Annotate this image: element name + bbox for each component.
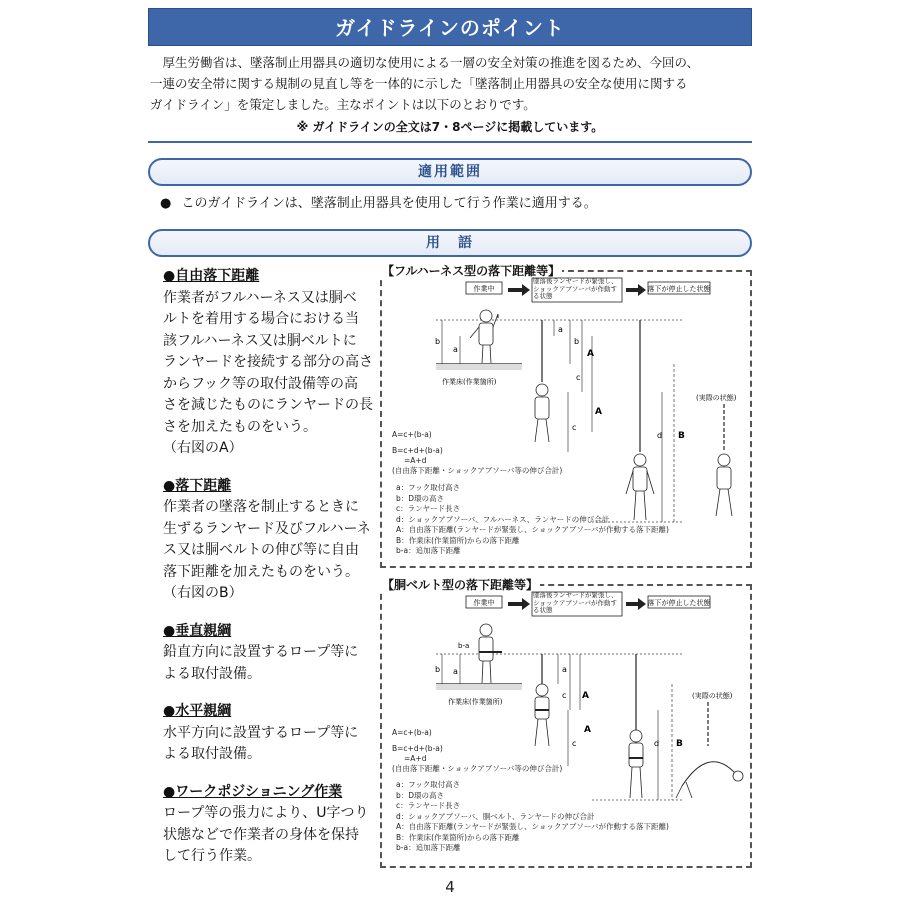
flow-label: 落下が停止した状態: [647, 599, 711, 607]
term-line: 作業者がフルハーネス又は胴ベ: [163, 289, 357, 306]
flow-label: 作業中: [473, 599, 495, 607]
term-line: ス又は胴ベルトの伸び等に自由: [163, 542, 359, 558]
label-c: c: [562, 691, 567, 700]
formula-block: [392, 430, 562, 476]
figure-body-belt-title: 【胴ベルト型の落下距離等】: [382, 578, 539, 592]
intro-line-1: 厚生労働省は、墜落制止用器具の適切な使用による一層の安全対策の推進を図るため、今回の、: [162, 55, 700, 70]
term-title: ●ワークポジショニング作業: [163, 783, 343, 800]
label-c: c: [572, 423, 577, 432]
legend-item: c：ランヤード長さ: [396, 504, 461, 513]
work-floor-hatch: [436, 364, 522, 370]
legend-item: b：D環の高さ: [396, 790, 445, 800]
label-A: A: [587, 349, 594, 359]
term-line: 生ずるランヤード及びフルハーネ: [163, 520, 371, 537]
label-A: A: [582, 691, 589, 701]
label-A: A: [584, 725, 591, 735]
flow-label: 作業中: [473, 285, 495, 293]
term-line: 状態などで作業者の身体を保持: [163, 826, 359, 843]
work-floor-hatch: [436, 684, 522, 690]
flow-label: 墜落後ランヤードが緊張し、ショックアブソーバが作動する状態: [533, 592, 618, 614]
scope-heading: 適用範囲: [148, 158, 752, 186]
term-line: ルトを着用する場合における当: [163, 311, 359, 327]
intro-note: ※ ガイドラインの全文は7・8ページに掲載しています。: [296, 120, 604, 134]
legend-item: c：ランヤード長さ: [396, 801, 461, 810]
arrow-right-icon: [508, 284, 530, 296]
term-line: （右図のA）: [163, 440, 243, 456]
terms-list: [163, 266, 375, 884]
legend-item: a：フック取付高さ: [396, 483, 461, 492]
legend-item: B：作業床(作業箇所)からの落下距離: [396, 535, 520, 545]
term-line: さを加えたものをいう。: [163, 418, 317, 435]
term-line: よる取付設備。: [163, 746, 261, 762]
term-fall-distance: [163, 476, 375, 605]
divider: [148, 141, 752, 143]
label-d: d: [654, 739, 660, 748]
formula-line: (自由落下距離・ショックアブソーバ等の伸び合計): [392, 466, 563, 475]
intro-line-2: 一連の安全帯に関する規制の見直し等を一体的に示した「墜落制止用器具の安全な使用に関する: [150, 76, 688, 91]
legend-block: [396, 483, 669, 557]
term-line: 作業者の墜落を制止するときに: [163, 499, 359, 515]
label-a: a: [562, 665, 567, 674]
floor-label: 作業床(作業箇所): [442, 378, 497, 386]
term-line: からフック等の取付設備等の高: [163, 375, 359, 392]
formula-line: A=c+(b-a): [392, 728, 432, 737]
term-vertical-lifeline: [163, 621, 375, 686]
formula-line: =A+d: [404, 754, 427, 763]
term-line: さを減じたものにランヤードの長: [163, 397, 373, 413]
intro-paragraph: [150, 52, 750, 115]
label-b: b: [574, 337, 580, 346]
formula-line: B=c+d+(b-a): [392, 744, 443, 753]
intro-line-3: ガイドライン」を策定しました。主なポイントは以下のとおりです。: [150, 97, 536, 112]
label-c: c: [576, 373, 581, 382]
formula-line: (自由落下距離・ショックアブソーバ等の伸び合計): [392, 764, 563, 773]
legend-item: d：ショックアブソーバ、胴ベルト、ランヤードの伸び合計: [396, 811, 595, 821]
formula-line: A=c+(b-a): [392, 430, 432, 439]
legend-item: B：作業床(作業箇所)からの落下距離: [396, 832, 520, 842]
term-line: よる取付設備。: [163, 665, 261, 682]
term-title: ●落下距離: [163, 477, 232, 494]
term-line: ランヤードを接続する部分の高さ: [163, 354, 373, 370]
arrow-right-icon: [626, 598, 646, 610]
scope-text-row: [160, 192, 597, 211]
legend-item: d：ショックアブソーバ、フルハーネス、ランヤードの伸び合計: [396, 514, 610, 524]
term-horizontal-lifeline: [163, 701, 375, 766]
term-line: して行う作業。: [163, 848, 261, 864]
legend-item: b-a：追加落下距離: [396, 546, 461, 555]
label-A: A: [595, 407, 602, 417]
label-c: c: [572, 739, 577, 748]
term-title: ●自由落下距離: [163, 268, 260, 284]
floor-label: 作業床(作業箇所): [448, 698, 503, 706]
formula-block: [392, 728, 562, 774]
term-line: 鉛直方向に設置するロープ等に: [163, 644, 359, 660]
label-b-minus-a: b-a: [458, 642, 470, 650]
terms-heading: 用 語: [148, 229, 752, 257]
arrow-right-icon: [626, 284, 646, 296]
page-number: 4: [445, 878, 455, 896]
worker-standing-icon: [470, 310, 498, 363]
worker-actual-state-icon: [716, 454, 732, 516]
legend-item: A：自由落下距離(ランヤードが緊張し、ショックアブソーバが作動する落下距離): [396, 525, 669, 534]
term-line: 該フルハーネス又は胴ベルトに: [163, 332, 357, 349]
bullet-icon: ●: [160, 196, 172, 211]
term-line: （右図のB）: [163, 585, 243, 601]
legend-item: b：D環の高さ: [396, 493, 445, 503]
label-d: d: [657, 431, 663, 440]
figure-full-harness-title: 【フルハーネス型の落下距離等】: [382, 264, 561, 278]
arrow-right-icon: [508, 598, 530, 610]
label-a: a: [558, 325, 563, 334]
worker-standing-icon: [479, 624, 502, 683]
term-line: 落下距離を加えたものをいう。: [163, 563, 359, 580]
term-free-fall-distance: [163, 266, 375, 460]
label-b: b: [435, 337, 441, 346]
legend-item: b-a：追加落下距離: [396, 843, 461, 852]
actual-state-label: (実際の状態): [692, 692, 733, 700]
page-title-banner: ガイドラインのポイント: [148, 8, 752, 46]
worker-actual-state-icon: [676, 762, 743, 798]
formula-line: =A+d: [404, 456, 427, 465]
label-a: a: [453, 667, 458, 676]
actual-state-label: (実際の状態): [696, 394, 737, 402]
label-B: B: [678, 431, 685, 441]
formula-line: B=c+d+(b-a): [392, 446, 443, 455]
flow-label: 落下が停止した状態: [647, 285, 711, 293]
scope-text: このガイドラインは、墜落制止用器具を使用して行う作業に適用する。: [181, 196, 597, 211]
label-a: a: [453, 345, 458, 354]
legend-item: A：自由落下距離(ランヤードが緊張し、ショックアブソーバが作動する落下距離): [396, 822, 669, 831]
legend-block: [396, 780, 669, 854]
term-title: ●垂直親綱: [163, 622, 232, 639]
term-work-positioning: [163, 782, 375, 868]
term-line: ロープ等の張力により、U字つり: [163, 805, 369, 821]
label-b: b: [435, 665, 441, 674]
flow-label: 墜落後ランヤードが緊張し、ショックアブソーバが作動する状態: [533, 278, 618, 300]
label-B: B: [676, 739, 683, 749]
term-title: ●水平親綱: [163, 703, 232, 719]
term-line: 水平方向に設置するロープ等に: [163, 724, 359, 741]
legend-item: a：フック取付高さ: [396, 780, 461, 789]
